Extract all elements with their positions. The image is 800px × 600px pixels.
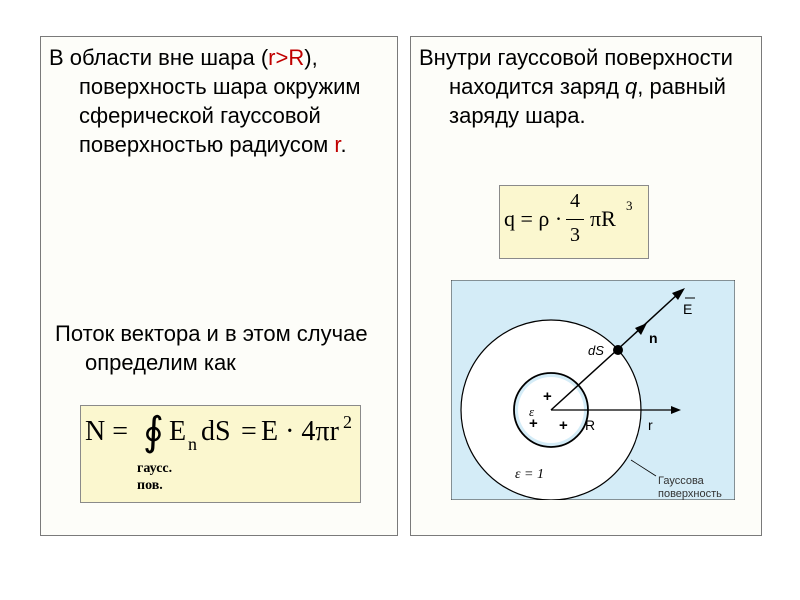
left-intro-text <box>49 43 419 159</box>
surface-element-dot <box>613 345 623 355</box>
caption-line-2: поверхность <box>658 488 722 500</box>
r-label: r <box>648 417 653 433</box>
flux-lhs: N = <box>85 416 129 447</box>
flux-text: Поток вектора и в этом случае определим как <box>55 321 368 375</box>
right-intro-part1: Внутри гауссовой поверхности находится заряд <box>419 45 733 99</box>
flux-exponent: 2 <box>343 412 352 432</box>
radius-r-symbol: r <box>334 132 341 157</box>
right-intro-text <box>419 43 787 130</box>
flux-rhs: E · 4πr <box>261 416 339 447</box>
dS-label: dS <box>588 343 604 358</box>
flux-formula <box>80 405 361 503</box>
charge-pi-r: πR <box>590 206 616 231</box>
capital-r-symbol: R <box>288 45 305 70</box>
flux-sub-gauss: гаусс. <box>137 461 173 476</box>
right-intro-part2: , равный заряду шара. <box>449 74 726 128</box>
left-intro-part1: В области вне шара ( <box>49 45 269 70</box>
charge-numerator: 4 <box>570 190 580 212</box>
charge-lhs: q = ρ · <box>504 206 563 231</box>
epsilon-outer-label: ε = 1 <box>515 467 544 482</box>
left-intro-dot: . <box>340 132 347 157</box>
charge-formula <box>499 185 649 259</box>
charge-denominator: 3 <box>570 224 580 246</box>
greater-than-symbol: > <box>275 45 289 70</box>
n-label: n <box>649 330 658 346</box>
flux-equals: = <box>241 416 257 447</box>
flux-sub-surface: пов. <box>137 478 163 493</box>
flux-E: E <box>169 416 187 447</box>
flux-n-subscript: n <box>188 434 197 454</box>
charge-exponent: 3 <box>626 198 633 213</box>
small-r-symbol: r <box>268 45 276 70</box>
left-intro-part2: ), поверхность шара окружим сферической гауссовой поверхностью радиусом <box>79 45 361 157</box>
R-label: R <box>585 417 596 433</box>
plus-sign: + <box>559 417 568 434</box>
charge-q-symbol: q <box>625 74 638 99</box>
epsilon-inner-label: ε <box>529 404 535 419</box>
fraction-bar <box>566 219 584 220</box>
caption-line-1: Гауссова <box>658 475 704 487</box>
gauss-sphere-diagram <box>451 280 735 500</box>
plus-sign: + <box>543 388 552 405</box>
E-label: E <box>683 301 693 317</box>
contour-integral-icon: ∮ <box>143 409 164 454</box>
plus-sign: + <box>529 415 538 432</box>
flux-dS: dS <box>201 416 231 447</box>
